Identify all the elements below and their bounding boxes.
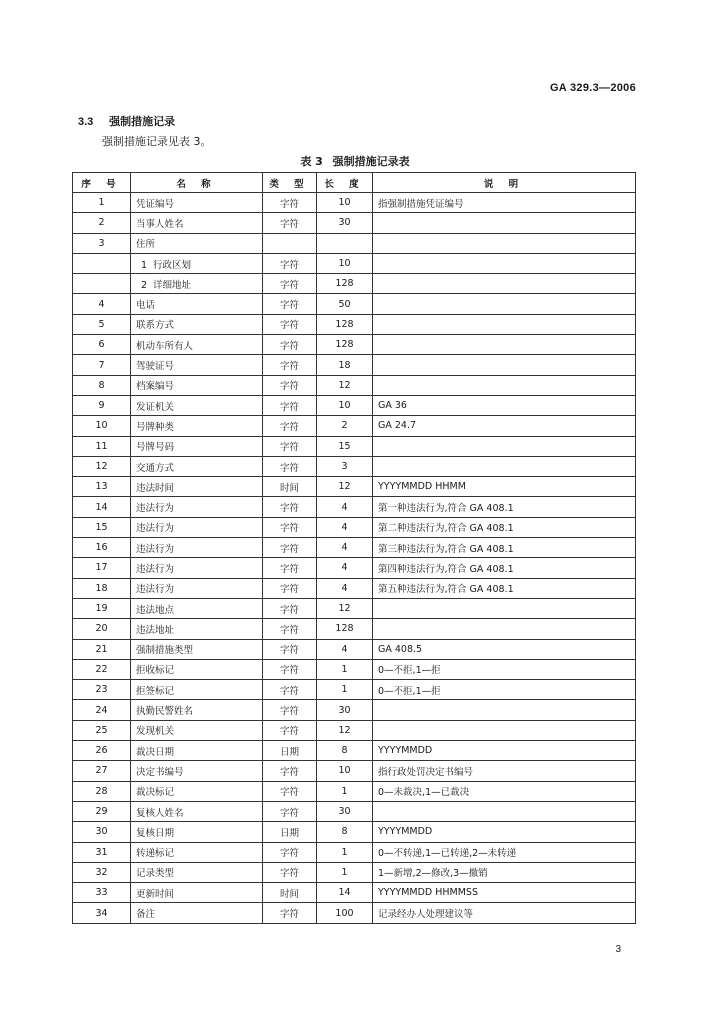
- row-length: 1: [317, 781, 373, 801]
- row-description: [373, 213, 636, 233]
- row-length: 12: [317, 598, 373, 618]
- row-name: 号牌号码: [131, 436, 263, 456]
- table-row: [73, 253, 636, 273]
- table-row: [73, 639, 636, 659]
- row-length: 128: [317, 619, 373, 639]
- row-number: 18: [73, 578, 131, 598]
- row-name: 发证机关: [131, 395, 263, 415]
- table-row: [73, 213, 636, 233]
- row-name: 记录类型: [131, 862, 263, 882]
- row-description: YYYYMMDD: [373, 741, 636, 761]
- row-description: GA 408.5: [373, 639, 636, 659]
- row-type: 时间: [263, 883, 317, 903]
- row-description: YYYYMMDD: [373, 822, 636, 842]
- row-type: 字符: [263, 639, 317, 659]
- row-sub-index: 2: [141, 279, 148, 291]
- row-length: 10: [317, 193, 373, 213]
- row-length: 4: [317, 558, 373, 578]
- row-type: 字符: [263, 193, 317, 213]
- row-type: 字符: [263, 395, 317, 415]
- records-table: [72, 172, 636, 924]
- row-name: 违法时间: [131, 477, 263, 497]
- table-row: [73, 781, 636, 801]
- row-name: 拒收标记: [131, 659, 263, 679]
- row-number: 25: [73, 720, 131, 740]
- row-type: 字符: [263, 436, 317, 456]
- row-name: 凭证编号: [131, 193, 263, 213]
- row-type: 字符: [263, 862, 317, 882]
- table-row: [73, 720, 636, 740]
- row-length: 30: [317, 801, 373, 821]
- section-heading: [78, 113, 175, 129]
- table-row: [73, 578, 636, 598]
- row-number: 4: [73, 294, 131, 314]
- row-name: 档案编号: [131, 375, 263, 395]
- row-length: 50: [317, 294, 373, 314]
- table-row: [73, 659, 636, 679]
- row-number: 14: [73, 497, 131, 517]
- row-type: 字符: [263, 538, 317, 558]
- table-row: [73, 822, 636, 842]
- row-type: 字符: [263, 761, 317, 781]
- row-name: 违法行为: [131, 578, 263, 598]
- table-row: [73, 558, 636, 578]
- row-number: 27: [73, 761, 131, 781]
- section-paragraph: 强制措施记录见表 3。: [102, 135, 212, 148]
- row-name: 当事人姓名: [131, 213, 263, 233]
- row-name: 裁决标记: [131, 781, 263, 801]
- row-number: 31: [73, 842, 131, 862]
- table-caption: [0, 153, 704, 169]
- row-type: 字符: [263, 781, 317, 801]
- table-row: [73, 274, 636, 294]
- table-row: [73, 193, 636, 213]
- table-row: [73, 903, 636, 923]
- row-description: 指行政处罚决定书编号: [373, 761, 636, 781]
- row-number: 5: [73, 314, 131, 334]
- row-length: 100: [317, 903, 373, 923]
- row-number: 16: [73, 538, 131, 558]
- row-length: 30: [317, 700, 373, 720]
- document-code: GA 329.3—2006: [549, 82, 636, 94]
- row-number: 33: [73, 883, 131, 903]
- row-sub-name: 详细地址: [153, 279, 192, 291]
- row-type: 字符: [263, 335, 317, 355]
- row-length: 128: [317, 274, 373, 294]
- row-description: 1—新增,2—修改,3—撤销: [373, 862, 636, 882]
- row-type: 字符: [263, 659, 317, 679]
- row-number: 30: [73, 822, 131, 842]
- row-name: 复核人姓名: [131, 801, 263, 821]
- row-description: 0—不拒,1—拒: [373, 680, 636, 700]
- row-description: YYYYMMDD HHMMSS: [373, 883, 636, 903]
- row-length: 14: [317, 883, 373, 903]
- row-number: 6: [73, 335, 131, 355]
- row-type: 字符: [263, 213, 317, 233]
- row-description: [373, 355, 636, 375]
- row-name: 违法地址: [131, 619, 263, 639]
- row-description: [373, 314, 636, 334]
- row-length: 10: [317, 761, 373, 781]
- row-number: 32: [73, 862, 131, 882]
- row-type: 字符: [263, 700, 317, 720]
- page-number: 3: [615, 944, 621, 955]
- table-row: [73, 842, 636, 862]
- row-type: 字符: [263, 842, 317, 862]
- row-name: 违法行为: [131, 517, 263, 537]
- row-name: 拒签标记: [131, 680, 263, 700]
- row-number: 1: [73, 193, 131, 213]
- row-type: 字符: [263, 801, 317, 821]
- row-length: 12: [317, 720, 373, 740]
- row-length: 12: [317, 375, 373, 395]
- row-description: [373, 233, 636, 253]
- row-number: 11: [73, 436, 131, 456]
- row-name: 违法行为: [131, 538, 263, 558]
- header-name: 名 称: [131, 173, 263, 193]
- table-row: [73, 233, 636, 253]
- row-length: 1: [317, 659, 373, 679]
- row-name: 交通方式: [131, 456, 263, 476]
- row-number: 34: [73, 903, 131, 923]
- row-name: 转递标记: [131, 842, 263, 862]
- row-description: [373, 700, 636, 720]
- row-number: 8: [73, 375, 131, 395]
- table-row: [73, 761, 636, 781]
- table-row: [73, 395, 636, 415]
- row-length: 30: [317, 213, 373, 233]
- table-row: [73, 883, 636, 903]
- row-description: 第二种违法行为,符合 GA 408.1: [373, 517, 636, 537]
- row-description: [373, 294, 636, 314]
- row-length: 15: [317, 436, 373, 456]
- row-type: 字符: [263, 274, 317, 294]
- table-row: [73, 619, 636, 639]
- row-sub-index: 1: [141, 259, 148, 271]
- row-number: 2: [73, 213, 131, 233]
- row-name: 决定书编号: [131, 761, 263, 781]
- row-number: 10: [73, 416, 131, 436]
- table-row: [73, 497, 636, 517]
- row-name: [131, 253, 263, 273]
- row-sub-name: 行政区划: [153, 259, 192, 271]
- row-number: 7: [73, 355, 131, 375]
- row-description: [373, 720, 636, 740]
- row-type: 字符: [263, 416, 317, 436]
- table-row: [73, 456, 636, 476]
- row-type: 时间: [263, 477, 317, 497]
- row-name: 复核日期: [131, 822, 263, 842]
- row-number: 23: [73, 680, 131, 700]
- table-row: [73, 436, 636, 456]
- table-header-row: [73, 173, 636, 193]
- row-description: [373, 598, 636, 618]
- row-number: 9: [73, 395, 131, 415]
- row-length: 8: [317, 741, 373, 761]
- row-name: 住所: [131, 233, 263, 253]
- row-number: 26: [73, 741, 131, 761]
- row-description: GA 24.7: [373, 416, 636, 436]
- row-length: 10: [317, 395, 373, 415]
- row-type: 字符: [263, 558, 317, 578]
- row-description: 第四种违法行为,符合 GA 408.1: [373, 558, 636, 578]
- row-description: 第一种违法行为,符合 GA 408.1: [373, 497, 636, 517]
- row-name: 执勤民警姓名: [131, 700, 263, 720]
- row-length: 3: [317, 456, 373, 476]
- table-row: [73, 314, 636, 334]
- row-description: 0—未裁决,1—已裁决: [373, 781, 636, 801]
- row-length: 128: [317, 335, 373, 355]
- row-length: 4: [317, 497, 373, 517]
- table-row: [73, 598, 636, 618]
- table-caption-label: 表 3: [300, 155, 323, 168]
- row-length: 4: [317, 639, 373, 659]
- row-description: [373, 456, 636, 476]
- row-number: 17: [73, 558, 131, 578]
- row-type: 字符: [263, 375, 317, 395]
- row-name: 更新时间: [131, 883, 263, 903]
- row-number: 13: [73, 477, 131, 497]
- row-type: 字符: [263, 253, 317, 273]
- row-type: 字符: [263, 294, 317, 314]
- row-number: 20: [73, 619, 131, 639]
- table-row: [73, 741, 636, 761]
- table-row: [73, 538, 636, 558]
- row-type: 字符: [263, 497, 317, 517]
- row-length: 8: [317, 822, 373, 842]
- header-type: 类 型: [263, 173, 317, 193]
- row-description: [373, 375, 636, 395]
- row-number: 19: [73, 598, 131, 618]
- row-length: 18: [317, 355, 373, 375]
- table-row: [73, 862, 636, 882]
- row-length: 4: [317, 538, 373, 558]
- row-type: 字符: [263, 598, 317, 618]
- row-length: 10: [317, 253, 373, 273]
- table-row: [73, 355, 636, 375]
- row-name: 备注: [131, 903, 263, 923]
- row-number: 15: [73, 517, 131, 537]
- row-description: [373, 335, 636, 355]
- row-name: [131, 274, 263, 294]
- table-row: [73, 477, 636, 497]
- row-description: 第五种违法行为,符合 GA 408.1: [373, 578, 636, 598]
- row-number: [73, 274, 131, 294]
- table-caption-title: 强制措施记录表: [332, 155, 410, 168]
- row-type: 字符: [263, 314, 317, 334]
- row-number: 28: [73, 781, 131, 801]
- row-length: 1: [317, 862, 373, 882]
- row-length: 12: [317, 477, 373, 497]
- row-type: 日期: [263, 822, 317, 842]
- table-row: [73, 700, 636, 720]
- row-name: 驾驶证号: [131, 355, 263, 375]
- table-row: [73, 801, 636, 821]
- row-length: 4: [317, 517, 373, 537]
- row-description: YYYYMMDD HHMM: [373, 477, 636, 497]
- row-description: [373, 253, 636, 273]
- row-name: 违法行为: [131, 497, 263, 517]
- row-number: 12: [73, 456, 131, 476]
- row-type: 日期: [263, 741, 317, 761]
- row-type: 字符: [263, 517, 317, 537]
- row-length: [317, 233, 373, 253]
- row-number: 24: [73, 700, 131, 720]
- row-description: [373, 801, 636, 821]
- row-description: [373, 436, 636, 456]
- row-number: [73, 253, 131, 273]
- row-number: 22: [73, 659, 131, 679]
- header-description: 说 明: [373, 173, 636, 193]
- row-length: 1: [317, 680, 373, 700]
- row-type: 字符: [263, 680, 317, 700]
- row-length: 2: [317, 416, 373, 436]
- row-name: 号牌种类: [131, 416, 263, 436]
- table-row: [73, 335, 636, 355]
- section-title: 强制措施记录: [109, 115, 176, 128]
- row-description: 记录经办人处理建议等: [373, 903, 636, 923]
- table-row: [73, 294, 636, 314]
- row-number: 3: [73, 233, 131, 253]
- row-description: 0—不拒,1—拒: [373, 659, 636, 679]
- row-length: 4: [317, 578, 373, 598]
- row-description: 第三种违法行为,符合 GA 408.1: [373, 538, 636, 558]
- row-name: 发现机关: [131, 720, 263, 740]
- row-length: 128: [317, 314, 373, 334]
- header-no: 序 号: [73, 173, 131, 193]
- row-number: 21: [73, 639, 131, 659]
- row-type: 字符: [263, 578, 317, 598]
- row-name: 机动车所有人: [131, 335, 263, 355]
- row-name: 电话: [131, 294, 263, 314]
- table-row: [73, 680, 636, 700]
- row-name: 裁决日期: [131, 741, 263, 761]
- row-type: [263, 233, 317, 253]
- table-row: [73, 375, 636, 395]
- row-length: 1: [317, 842, 373, 862]
- row-name: 强制措施类型: [131, 639, 263, 659]
- row-name: 联系方式: [131, 314, 263, 334]
- row-type: 字符: [263, 619, 317, 639]
- row-type: 字符: [263, 720, 317, 740]
- row-type: 字符: [263, 903, 317, 923]
- row-number: 29: [73, 801, 131, 821]
- row-name: 违法地点: [131, 598, 263, 618]
- row-description: GA 36: [373, 395, 636, 415]
- section-number: 3.3: [78, 116, 94, 128]
- row-type: 字符: [263, 456, 317, 476]
- row-description: 0—不转递,1—已转递,2—未转递: [373, 842, 636, 862]
- row-description: [373, 619, 636, 639]
- header-length: 长 度: [317, 173, 373, 193]
- table-row: [73, 416, 636, 436]
- row-description: [373, 274, 636, 294]
- row-type: 字符: [263, 355, 317, 375]
- row-description: 指强制措施凭证编号: [373, 193, 636, 213]
- table-row: [73, 517, 636, 537]
- row-name: 违法行为: [131, 558, 263, 578]
